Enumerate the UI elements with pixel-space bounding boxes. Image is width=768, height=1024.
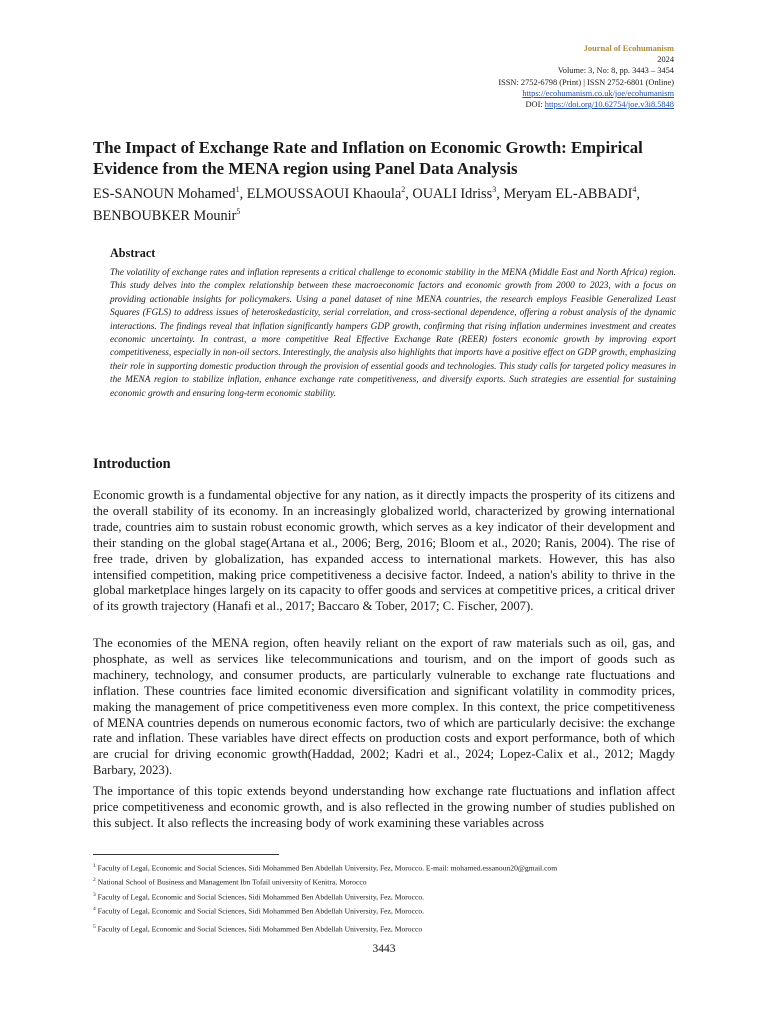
author-affiliation-mark: 4 [632, 185, 637, 194]
footnote-text: National School of Business and Management Ibn Tofail university of Kenitra, Morocco [95, 877, 367, 887]
author-affiliation-mark: 5 [236, 206, 241, 216]
abstract-heading: Abstract [110, 246, 156, 260]
footnote-divider [93, 854, 279, 855]
footnote-text: Faculty of Legal, Economic and Social Sciences, Sidi Mohammed Ben Abdellah University, Fez, Morocco [95, 924, 423, 934]
author-list [93, 181, 683, 225]
author-separator: , [405, 185, 413, 202]
footnote-mark: 4 [93, 905, 96, 912]
footnote-text: Faculty of Legal, Economic and Social Sciences, Sidi Mohammed Ben Abdellah University, Fez, Morocco. [95, 906, 425, 916]
footnote-text: Faculty of Legal, Economic and Social Sciences, Sidi Mohammed Ben Abdellah University, Fez, Morocco. [95, 892, 425, 902]
footnote-mark: 3 [93, 891, 96, 898]
footnote [93, 922, 675, 935]
journal-year: 2024 [657, 55, 674, 65]
introduction-heading: Introduction [93, 456, 171, 472]
body-paragraph: Economic growth is a fundamental objective for any nation, as it directly impacts the prosperity of its citizens and the overall stability of its economy. In an increasingly globalized world, characterized by growing international trade, countries aim to sustain robust economic growth, which serves as a key indicator of their development and their standing on the global stage(Artana et al., 2006; Berg, 2016; Bloom et al., 2020; Ranis, 2004). The rise of free trade, driven by globalization, has expanded access to international markets. However, this has also intensified competition, making price competitiveness a decisive factor. Indeed, a nation's ability to thrive in the global marketplace hinges largely on its capacity to offer goods and services at competitive prices, a critical driver of its growth trajectory (Hanafi et al., 2017; Baccaro & Tober, 2017; C. Fischer, 2007). [93, 488, 675, 614]
author-separator: , [496, 185, 504, 202]
footnote [93, 890, 675, 903]
footnote-text: Faculty of Legal, Economic and Social Sciences, Sidi Mohammed Ben Abdellah University, Fez, Morocco. E-mail: mohamed.essanoun20@gmail.com [95, 863, 558, 873]
abstract-text: The volatility of exchange rates and inflation represents a critical challenge to economic stability in the MENA (Middle East and North Africa) region. This study delves into the complex relationship between these macroeconomic factors and economic growth from 2000 to 2023, with a focus on providing actionable insights for policymakers. Using a panel dataset of nine MENA countries, the research employs Feasible Generalized Least Squares (FGLS) to address issues of heteroskedasticity, serial correlation, and cross-sectional dependence, offering a robust analysis of the dynamic interactions. The findings reveal that inflation significantly hampers GDP growth, confirming that rising inflation undermines investment and creates economic uncertainty. In contrast, a more competitive Real Effective Exchange Rate (REER) fosters economic growth by improving export competitiveness, especially in non-oil sectors. Interestingly, the analysis also highlights that imports have a positive effect on GDP growth, emphasizing their role in supporting domestic production through the provision of essential goods and technologies. This study calls for targeted policy measures in the MENA region to stabilize inflation, enhance exchange rate competitiveness, and diversify exports. Such strategies are essential for sustaining economic growth and ensuring long-term economic stability. [110, 268, 676, 399]
author-name: Meryam EL-ABBADI [503, 185, 633, 202]
footnote [93, 875, 675, 888]
author-name: ELMOUSSAOUI Khaoula [246, 185, 402, 202]
author-name: BENBOUBKER Mounir [93, 207, 237, 224]
journal-issn: ISSN: 2752-6798 (Print) | ISSN 2752-6801 (Online) [498, 77, 674, 87]
journal-volume: Volume: 3, No: 8, pp. 3443 – 3454 [557, 66, 674, 76]
author-affiliation-mark: 1 [235, 185, 240, 194]
journal-name: Journal of Ecohumanism [583, 44, 674, 53]
footnotes [93, 861, 675, 936]
author-separator: , [239, 185, 247, 202]
body-paragraph: The economies of the MENA region, often heavily reliant on the export of raw materials such as oil, gas, and phosphate, as well as services like telecommunications and tourism, and on the import of goods such as machinery, technology, and consumer products, are particularly vulnerable to exchange rate fluctuations and inflation. These countries face limited economic diversification and significant volatility in commodity prices, making the management of price competitiveness even more complex. In this context, the price competitiveness of MENA countries depends on numerous economic factors, two of which are particularly decisive: the exchange rate and inflation. These variables have direct effects on production costs and export performance, both of which are crucial for driving economic growth(Haddad, 2002; Kadri et al., 2024; Lopez-Calix et al., 2012; Magdy Barbary, 2023). [93, 636, 675, 778]
doi-link[interactable]: https://doi.org/10.62754/joe.v3i8.5848 [544, 100, 674, 110]
body-paragraph: The importance of this topic extends beyond understanding how exchange rate fluctuations and inflation affect price competitiveness and economic growth, and is also reflected in the growing number of studies published on this subject. It also reflects the increasing body of work examining these variables across [93, 784, 675, 830]
author-affiliation-mark: 2 [401, 185, 406, 194]
page-number: 3443 [372, 943, 396, 955]
journal-url-link[interactable]: https://ecohumanism.co.uk/joe/ecohumanism [522, 88, 674, 98]
paper-title: The Impact of Exchange Rate and Inflation on Economic Growth: Empirical Evidence from the MENA region using Panel Data Analysis [93, 138, 643, 178]
author-name: OUALI Idriss [412, 185, 493, 202]
doi-line [498, 99, 674, 110]
author-affiliation-mark: 3 [492, 185, 497, 194]
footnote [93, 861, 675, 874]
footnote [93, 904, 675, 917]
footnote-mark: 5 [93, 923, 96, 930]
author-separator: , [636, 185, 640, 202]
journal-header [498, 43, 674, 110]
footnote-mark: 1 [93, 863, 96, 869]
author-name: ES-SANOUN Mohamed [93, 185, 236, 202]
doi-label: DOI: [525, 100, 545, 110]
footnote-mark: 2 [93, 877, 96, 884]
